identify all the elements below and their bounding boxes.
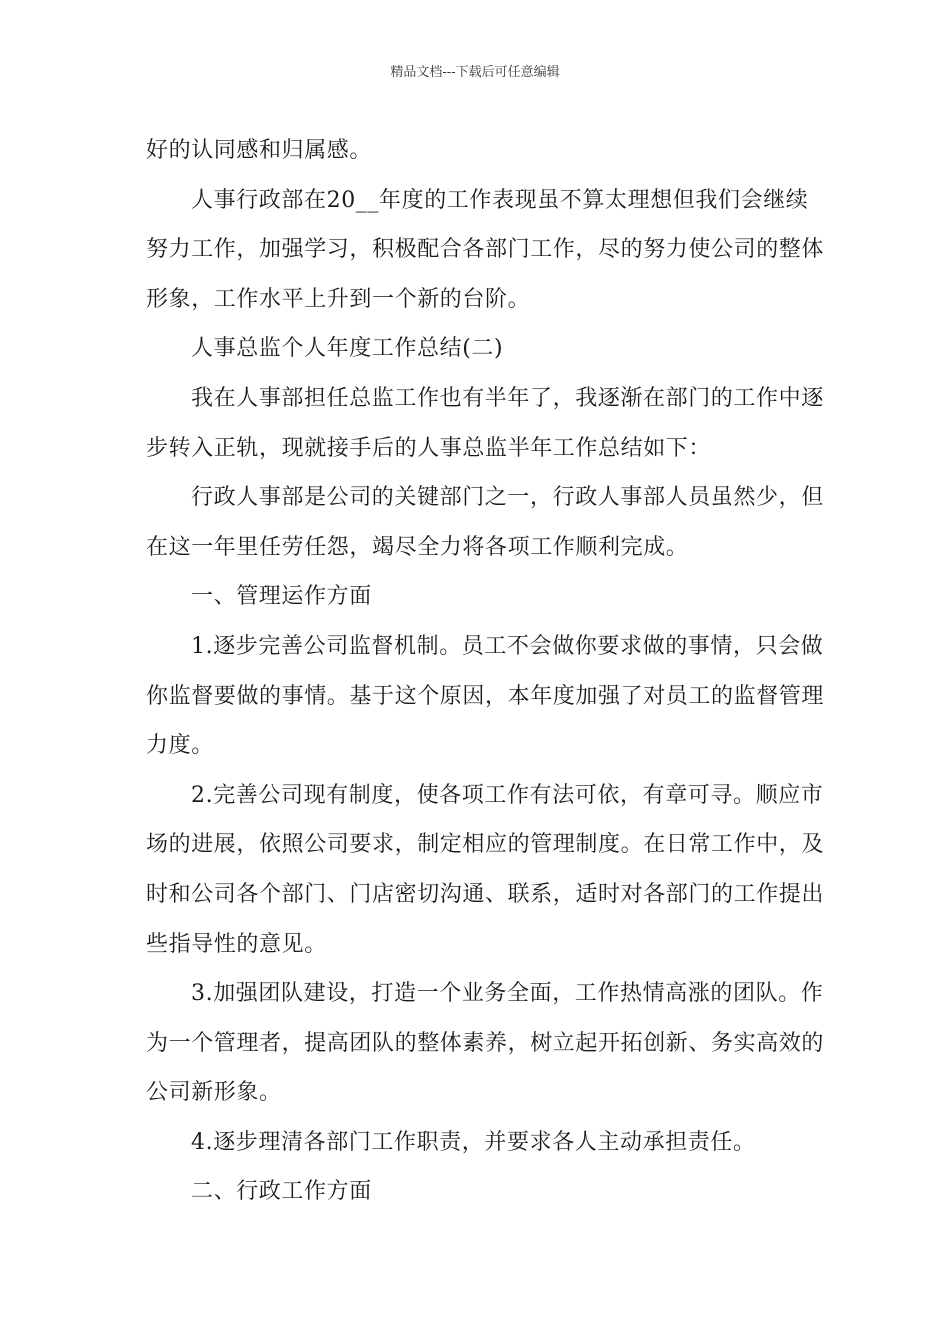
paragraph: 我在人事部担任总监工作也有半年了，我逐渐在部门的工作中逐步转入正轨，现就接手后的人事总监半年工作总结如下：	[146, 385, 824, 461]
paragraph: 行政人事部是公司的关键部门之一，行政人事部人员虽然少，但在这一年里任劳任怨，竭尽全力将各项工作顺利完成。	[146, 485, 824, 560]
list-item: 4.逐步理清各部门工作职责，并要求各人主动承担责任。	[191, 1129, 756, 1155]
section-title: 人事总监个人年度工作总结(二)	[191, 336, 504, 362]
paragraph: 好的认同感和归属感。	[146, 138, 373, 163]
list-item: 2.完善公司现有制度，使各项工作有法可依，有章可寻。顺应市场的进展，依照公司要求，制定相应的管理制度。在日常工作中，及时和公司各个部门、门店密切沟通、联系，适时对各部门的工作提出些指导性的意见。	[146, 782, 825, 957]
document-body	[146, 126, 826, 1217]
paragraph: 人事行政部在20__年度的工作表现虽不算太理想但我们会继续努力工作，加强学习，积极配合各部门工作，尽的努力使公司的整体形象，工作水平上升到一个新的台阶。	[146, 187, 825, 312]
section-heading: 一、管理运作方面	[191, 584, 372, 610]
section-heading: 二、行政工作方面	[191, 1179, 372, 1205]
page-header: 精品文档---下载后可任意编辑	[390, 65, 560, 80]
list-item: 1.逐步完善公司监督机制。员工不会做你要求做的事情，只会做你监督要做的事情。基于这个原因，本年度加强了对员工的监督管理力度。	[146, 633, 825, 759]
list-item: 3.加强团队建设，打造一个业务全面，工作热情高涨的团队。作为一个管理者，提高团队的整体素养，树立起开拓创新、务实高效的公司新形象。	[146, 981, 825, 1106]
